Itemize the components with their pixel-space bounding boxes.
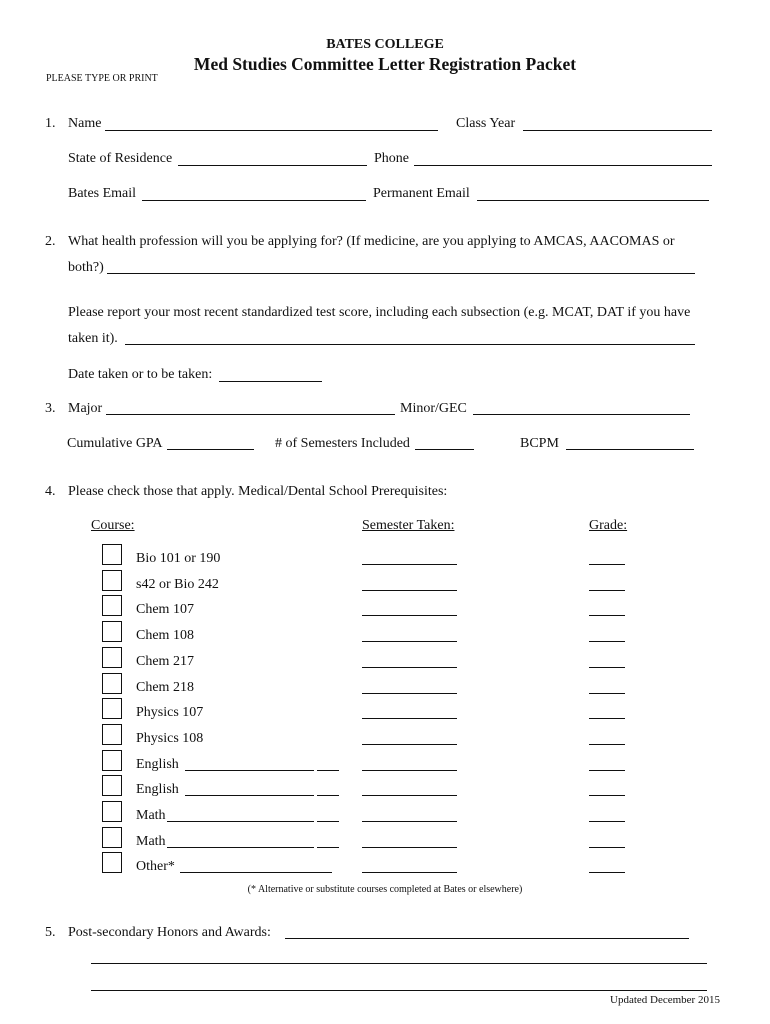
course-checkbox[interactable] [102,852,122,873]
grade-field[interactable] [589,821,625,822]
semester-taken-field[interactable] [362,795,457,796]
section-1-number: 1. [45,116,56,131]
course-name: Chem 108 [136,628,194,643]
course-name-field[interactable] [185,770,314,771]
honors-label: Post-secondary Honors and Awards: [68,925,271,940]
course-name: English [136,757,179,772]
minor-field[interactable] [473,414,690,415]
semesters-field[interactable] [415,449,474,450]
test-score-prompt: Please report your most recent standardized test score, including each subsection (e.g. MCAT, DAT if you have [68,305,691,320]
course-checkbox[interactable] [102,570,122,591]
state-field[interactable] [178,165,367,166]
test-date-label: Date taken or to be taken: [68,367,213,382]
course-name-field[interactable] [167,847,314,848]
grade-field[interactable] [589,615,625,616]
grade-field[interactable] [589,590,625,591]
test-score-field[interactable] [125,344,695,345]
semester-taken-field[interactable] [362,693,457,694]
course-checkbox[interactable] [102,775,122,796]
grade-field[interactable] [589,564,625,565]
section-5-number: 5. [45,925,56,940]
course-number-field[interactable] [317,770,339,771]
honors-field[interactable] [285,938,689,939]
updated-date: Updated December 2015 [610,994,720,1006]
institution-name: BATES COLLEGE [326,37,444,52]
semester-taken-field[interactable] [362,615,457,616]
test-score-prompt-cont: taken it). [68,331,118,346]
course-name: Chem 217 [136,654,194,669]
grade-field[interactable] [589,770,625,771]
course-number-field[interactable] [317,821,339,822]
course-number-field[interactable] [317,847,339,848]
semester-taken-field[interactable] [362,872,457,873]
semester-taken-field[interactable] [362,667,457,668]
course-name: s42 or Bio 242 [136,577,219,592]
grade-column-header: Grade: [589,518,628,533]
honors-field-line-3[interactable] [91,990,707,991]
honors-field-line-2[interactable] [91,963,707,964]
phone-label: Phone [374,151,409,166]
course-name: Physics 108 [136,731,204,746]
grade-field[interactable] [589,795,625,796]
test-date-field[interactable] [219,381,322,382]
semesters-label: # of Semesters Included [275,436,410,451]
grade-field[interactable] [589,744,625,745]
name-label: Name [68,116,102,131]
course-name: Chem 107 [136,602,194,617]
major-field[interactable] [106,414,395,415]
semester-taken-field[interactable] [362,847,457,848]
course-checkbox[interactable] [102,595,122,616]
section-3-number: 3. [45,401,56,416]
grade-field[interactable] [589,718,625,719]
course-name: Bio 101 or 190 [136,551,221,566]
semester-taken-field[interactable] [362,744,457,745]
bates-email-label: Bates Email [68,186,137,201]
course-checkbox[interactable] [102,647,122,668]
semester-taken-field[interactable] [362,564,457,565]
grade-field[interactable] [589,847,625,848]
health-profession-field[interactable] [107,273,695,274]
course-name: Math [136,808,166,823]
bcpm-label: BCPM [520,436,559,451]
class-year-label: Class Year [456,116,516,131]
semester-taken-field[interactable] [362,590,457,591]
course-name: Physics 107 [136,705,204,720]
course-checkbox[interactable] [102,544,122,565]
course-checkbox[interactable] [102,801,122,822]
section-4-number: 4. [45,484,56,499]
grade-field[interactable] [589,667,625,668]
form-title: Med Studies Committee Letter Registration Packet [193,54,577,74]
course-name: English [136,782,179,797]
prerequisites-prompt: Please check those that apply. Medical/Dental School Prerequisites: [68,484,448,499]
grade-field[interactable] [589,693,625,694]
section-2-number: 2. [45,234,56,249]
course-name-field[interactable] [185,795,314,796]
gpa-label: Cumulative GPA [67,436,163,451]
minor-label: Minor/GEC [400,401,467,416]
major-label: Major [68,401,103,416]
grade-field[interactable] [589,641,625,642]
course-name-field[interactable] [180,872,332,873]
semester-column-header: Semester Taken: [362,518,455,533]
course-name: Chem 218 [136,680,194,695]
permanent-email-label: Permanent Email [373,186,470,201]
course-checkbox[interactable] [102,750,122,771]
state-label: State of Residence [68,151,173,166]
course-checkbox[interactable] [102,724,122,745]
health-profession-question-cont: both?) [68,260,104,275]
name-field[interactable] [105,130,438,131]
gpa-field[interactable] [167,449,254,450]
semester-taken-field[interactable] [362,718,457,719]
semester-taken-field[interactable] [362,821,457,822]
course-checkbox[interactable] [102,673,122,694]
course-name-field[interactable] [167,821,314,822]
course-name: Math [136,834,166,849]
type-or-print-instruction: PLEASE TYPE OR PRINT [46,73,158,84]
class-year-field[interactable] [523,130,712,131]
bates-email-field[interactable] [142,200,366,201]
phone-field[interactable] [414,165,712,166]
course-checkbox[interactable] [102,827,122,848]
bcpm-field[interactable] [566,449,694,450]
course-number-field[interactable] [317,795,339,796]
course-name: Other* [136,859,175,874]
health-profession-question: What health profession will you be applying for? (If medicine, are you applying to AMCAS, AACOMAS or [68,234,675,249]
course-column-header: Course: [91,518,135,533]
semester-taken-field[interactable] [362,641,457,642]
permanent-email-field[interactable] [477,200,709,201]
course-checkbox[interactable] [102,698,122,719]
course-checkbox[interactable] [102,621,122,642]
semester-taken-field[interactable] [362,770,457,771]
grade-field[interactable] [589,872,625,873]
courses-footnote: (* Alternative or substitute courses completed at Bates or elsewhere) [247,884,523,895]
